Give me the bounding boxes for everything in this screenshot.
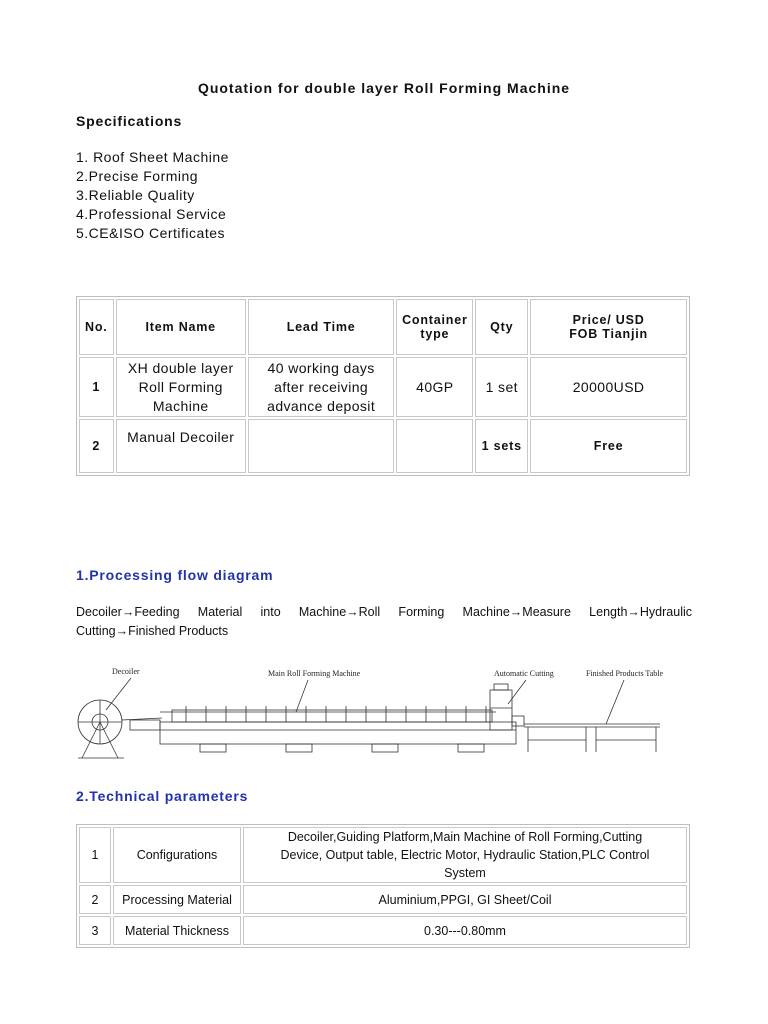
param-no: 2 <box>79 885 111 914</box>
diagram-label-table: Finished Products Table <box>586 669 664 678</box>
table-row <box>79 357 687 417</box>
row-price: 20000USD <box>530 357 687 417</box>
row-no: 2 <box>79 419 114 473</box>
table-row <box>79 916 687 945</box>
param-name: Processing Material <box>113 885 241 914</box>
lead-time-line: advance deposit <box>267 397 376 414</box>
technical-heading: 2.Technical parameters <box>76 788 249 804</box>
item-name-line: Roll Forming <box>138 378 223 395</box>
row-item-name <box>116 357 246 417</box>
diagram-label-main-machine: Main Roll Forming Machine <box>268 669 361 678</box>
header-item-name: Item Name <box>116 299 246 355</box>
specifications-list <box>76 148 229 243</box>
table-header-row <box>79 299 687 355</box>
row-container <box>396 419 473 473</box>
diagram-label-decoiler: Decoiler <box>112 667 140 676</box>
row-qty: 1 sets <box>475 419 528 473</box>
param-no: 3 <box>79 916 111 945</box>
specifications-heading: Specifications <box>76 113 183 129</box>
processing-flow-diagram <box>76 660 692 760</box>
header-lead-time: Lead Time <box>248 299 395 355</box>
row-qty: 1 set <box>475 357 528 417</box>
param-value-line: System <box>444 866 486 880</box>
param-value <box>243 827 687 883</box>
spec-item: 3.Reliable Quality <box>76 187 195 203</box>
flow-text: Decoiler→Feeding Material into Machine→Roll Forming Machine→Measure Length→Hydraulic Cutting→Finished Products <box>76 605 692 638</box>
header-price-line: Price/ USD <box>572 313 645 327</box>
technical-parameters-table <box>76 824 690 948</box>
table-row <box>79 827 687 883</box>
param-no: 1 <box>79 827 111 883</box>
decoiler-drawing <box>78 700 124 758</box>
item-name-line: Machine <box>152 397 209 414</box>
spec-item: 1. Roof Sheet Machine <box>76 149 229 165</box>
spec-item: 2.Precise Forming <box>76 168 199 184</box>
table-row <box>79 885 687 914</box>
header-container-type: Container type <box>396 299 473 355</box>
header-price <box>530 299 687 355</box>
param-value-line: Device, Output table, Electric Motor, Hydraulic Station,PLC Control <box>280 848 650 862</box>
row-price: Free <box>530 419 687 473</box>
item-name-line: Manual Decoiler <box>127 429 235 445</box>
param-name: Configurations <box>113 827 241 883</box>
diagram-label-cutting: Automatic Cutting <box>494 669 554 678</box>
cutting-drawing <box>490 684 524 730</box>
param-value-line: Aluminium,PPGI, GI Sheet/Coil <box>378 892 552 907</box>
spec-item: 4.Professional Service <box>76 206 227 222</box>
quotation-table <box>76 296 690 476</box>
row-lead-time <box>248 357 395 417</box>
spec-item: 5.CE&ISO Certificates <box>76 225 225 241</box>
param-value-line: Decoiler,Guiding Platform,Main Machine of Roll Forming,Cutting <box>287 830 643 844</box>
row-no: 1 <box>79 357 114 417</box>
flow-heading: 1.Processing flow diagram <box>76 567 274 583</box>
header-price-line: FOB Tianjin <box>569 327 648 341</box>
lead-time-line: 40 working days <box>267 359 375 376</box>
table-row <box>79 419 687 473</box>
main-machine-drawing <box>160 706 516 752</box>
param-value-line: 0.30---0.80mm <box>424 923 506 938</box>
output-table-drawing <box>524 724 660 752</box>
param-name: Material Thickness <box>113 916 241 945</box>
param-value <box>243 885 687 914</box>
header-no: No. <box>79 299 114 355</box>
row-lead-time <box>248 419 395 473</box>
document-title: Quotation for double layer Roll Forming Machine <box>197 80 571 96</box>
param-value <box>243 916 687 945</box>
lead-time-line: after receiving <box>274 378 369 395</box>
row-item-name <box>116 419 246 473</box>
row-container: 40GP <box>396 357 473 417</box>
item-name-line: XH double layer <box>127 359 234 376</box>
header-qty: Qty <box>475 299 528 355</box>
